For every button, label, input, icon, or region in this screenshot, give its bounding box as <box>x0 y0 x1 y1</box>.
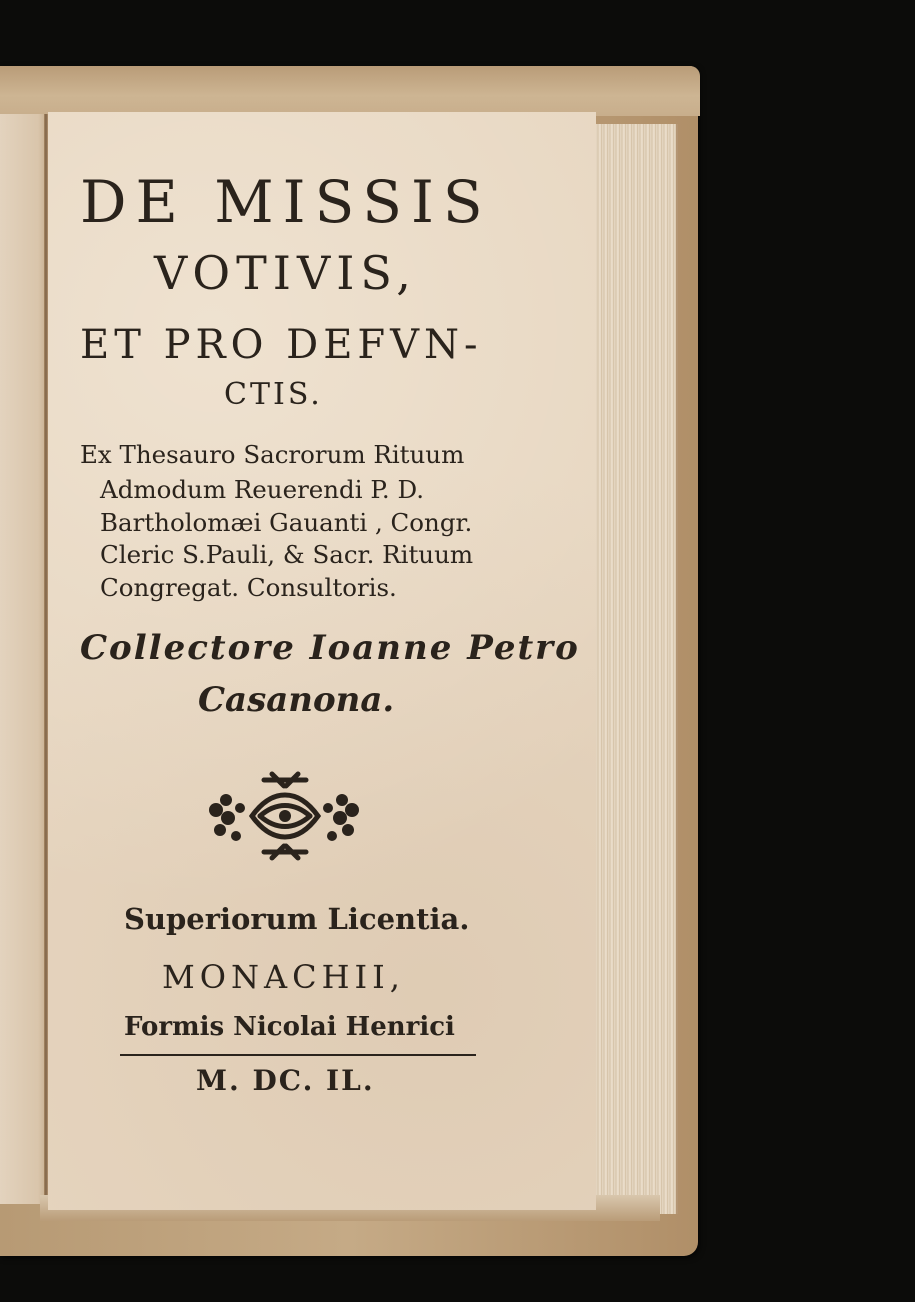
subtitle-line: Admodum Reuerendi P. D. <box>100 475 425 504</box>
left-page <box>0 114 48 1204</box>
subtitle-line: Bartholomæi Gauanti , Congr. <box>100 508 473 537</box>
year-line: M. DC. IL. <box>196 1064 375 1097</box>
city-line: MONACHII, <box>162 958 405 996</box>
subtitle-line: Congregat. Consultoris. <box>100 573 397 602</box>
title-line-3: ET PRO DEFVN- <box>80 322 483 368</box>
subtitle-line: Ex Thesauro Sacrorum Rituum <box>80 440 465 469</box>
printers-ornament-icon <box>202 770 366 862</box>
title-line-1: DE MISSIS <box>80 168 492 236</box>
imprint-rule <box>120 1054 476 1056</box>
license-line: Superiorum Licentia. <box>124 902 470 936</box>
collector-line-1: Collectore Ioanne Petro <box>80 628 580 668</box>
title-line-4: CTIS. <box>224 377 323 412</box>
page-edges <box>584 124 678 1214</box>
title-line-2: VOTIVIS, <box>154 246 417 300</box>
subtitle-line: Cleric S.Pauli, & Sacr. Rituum <box>100 540 474 569</box>
printer-line: Formis Nicolai Henrici <box>124 1012 455 1042</box>
collector-line-2: Casanona. <box>198 680 395 720</box>
book-cover-top-edge <box>0 66 700 116</box>
